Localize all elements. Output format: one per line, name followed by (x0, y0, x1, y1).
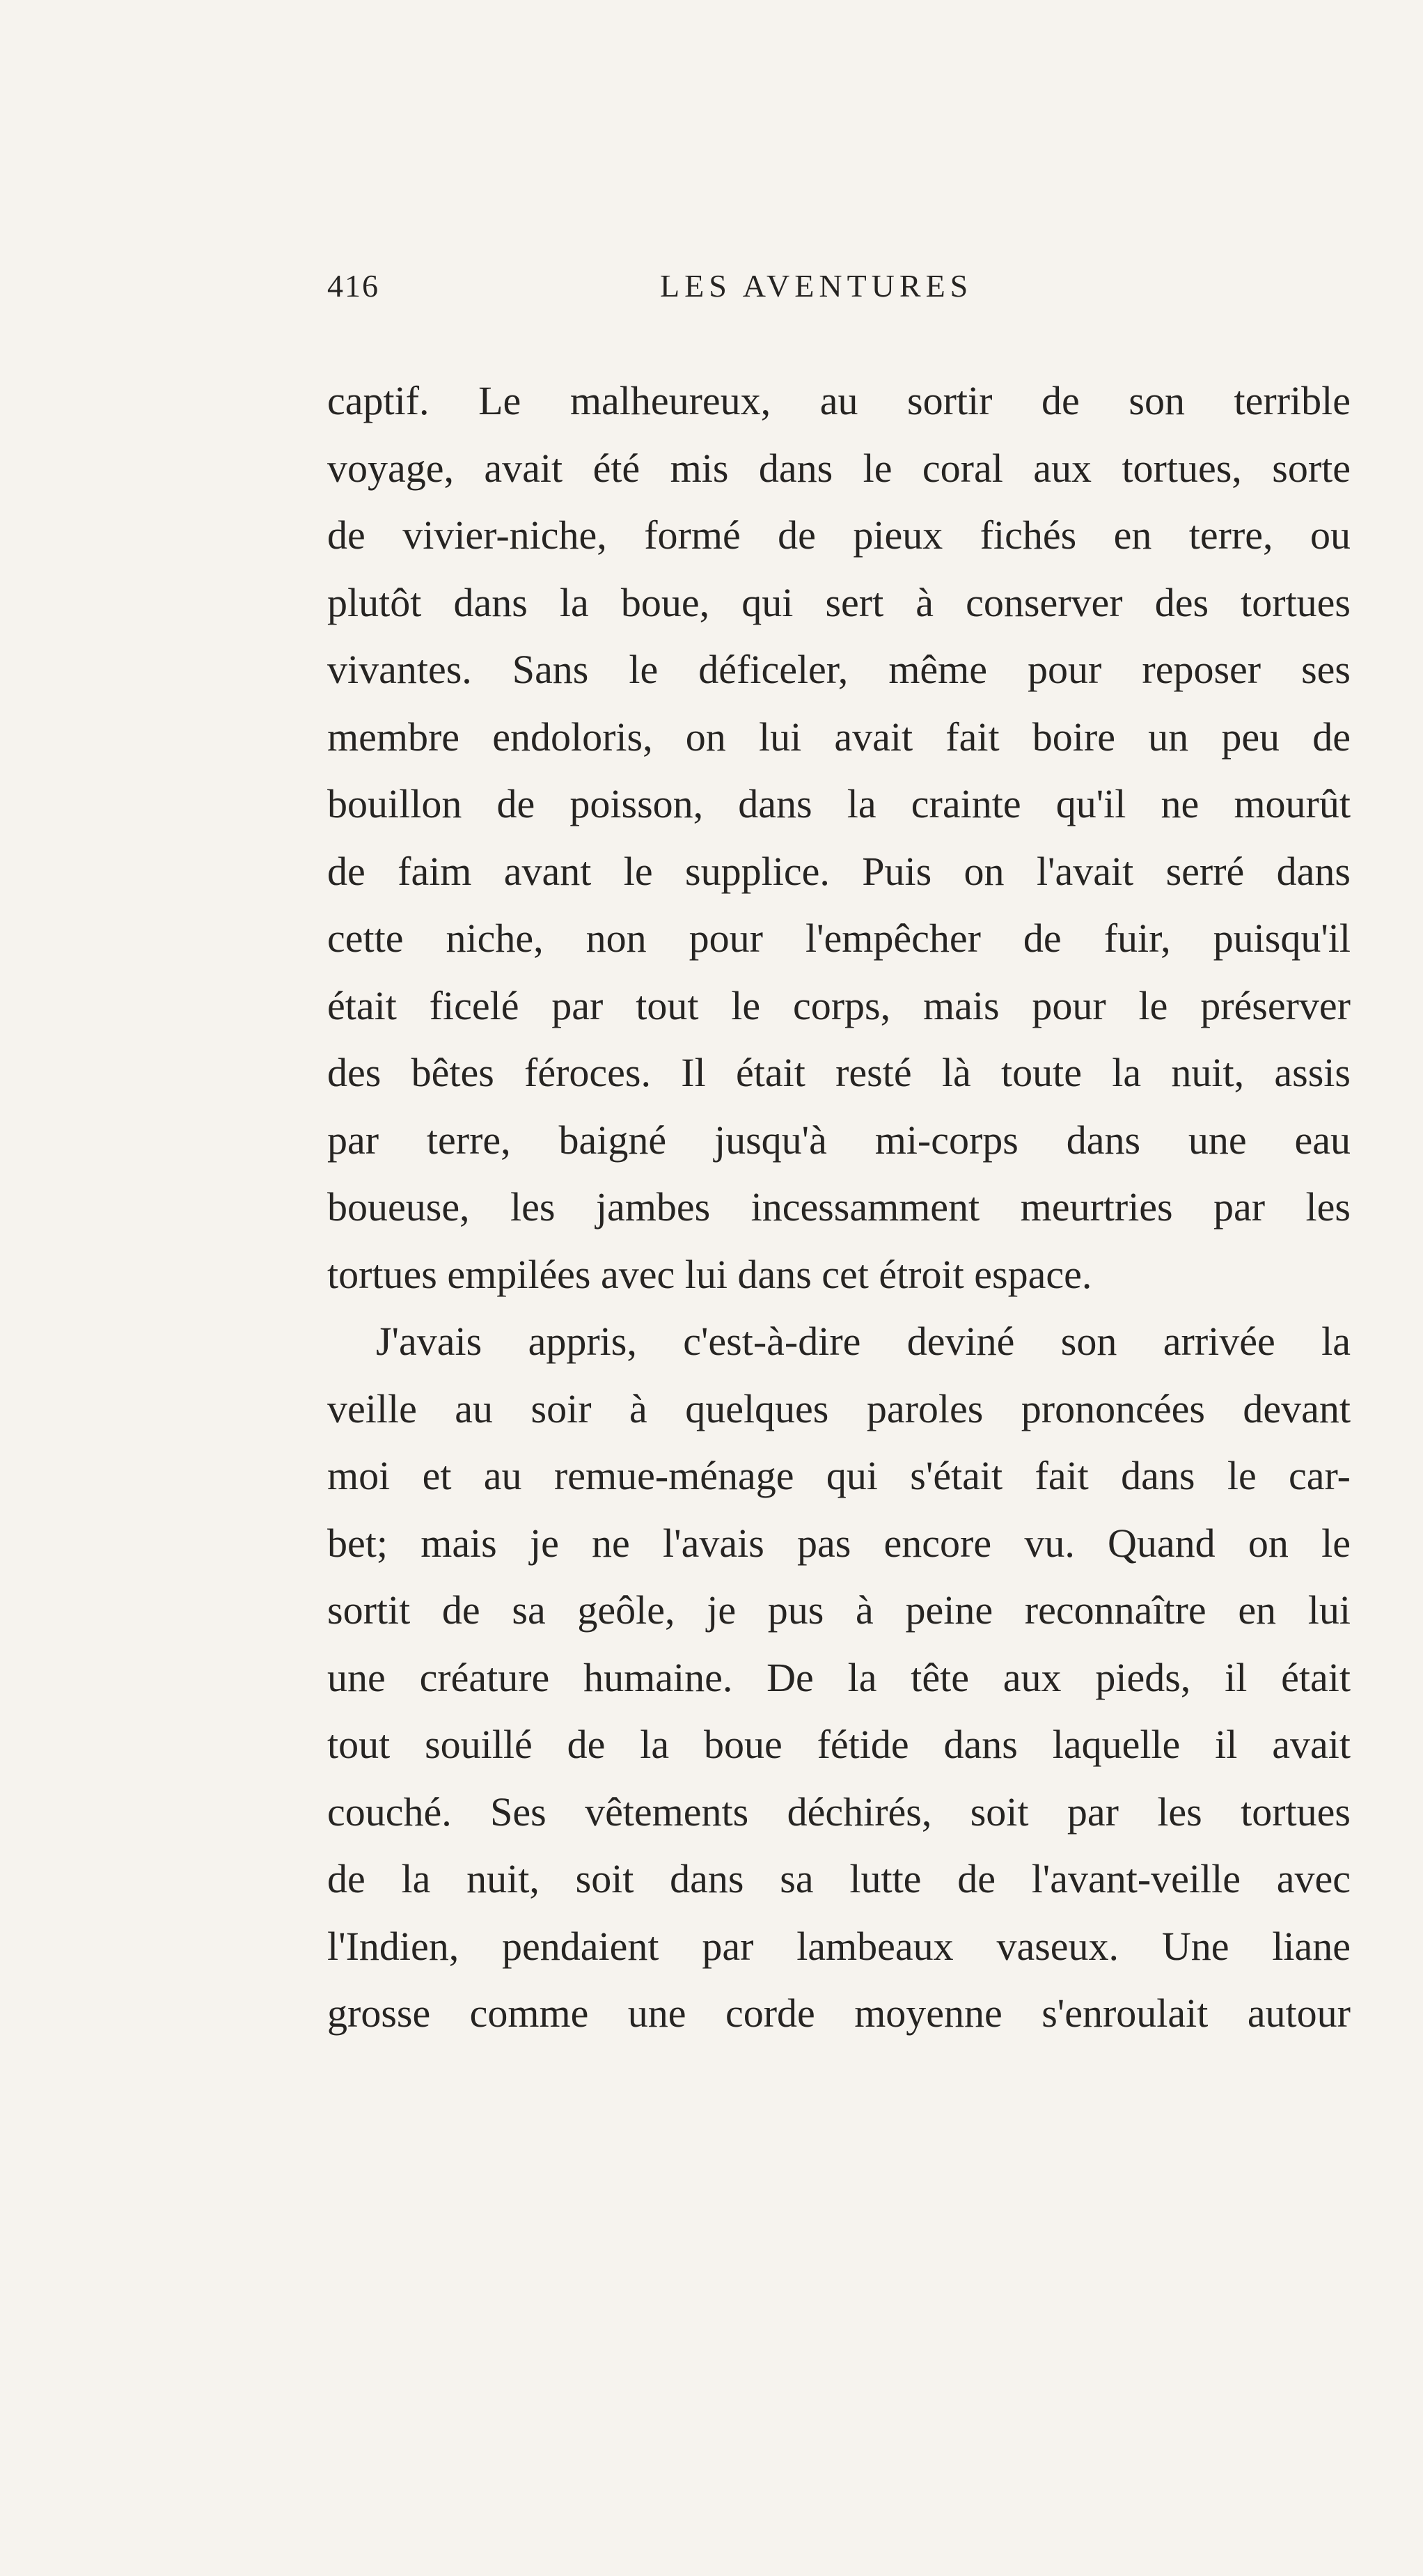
text-line: veille au soir à quelques paroles prononcées devant (327, 1385, 1351, 1431)
text-line: moi et au remue-ménage qui s'était fait dans le car- (327, 1453, 1351, 1498)
text-line: par terre, baigné jusqu'à mi-corps dans une eau (327, 1117, 1351, 1163)
paragraph-first-line: J'avais appris, c'est-à-dire deviné son arrivée la (376, 1319, 1351, 1364)
text-line: vivantes. Sans le déficeler, même pour reposer ses (327, 647, 1351, 692)
text-line: voyage, avait été mis dans le coral aux tortues, sorte (327, 445, 1351, 491)
text-line: de vivier-niche, formé de pieux fichés en terre, ou (327, 512, 1351, 558)
text-line: bet; mais je ne l'avais pas encore vu. Quand on le (327, 1520, 1351, 1566)
running-head (327, 262, 1351, 311)
text-line: couché. Ses vêtements déchirés, soit par les tortues (327, 1789, 1351, 1835)
text-line: sortit de sa geôle, je pus à peine reconnaître en lui (327, 1587, 1351, 1633)
text-line: des bêtes féroces. Il était resté là toute la nuit, assis (327, 1050, 1351, 1095)
chapter-title: LES AVENTURES (660, 268, 973, 304)
text-line: plutôt dans la boue, qui sert à conserver des tortues (327, 579, 1351, 625)
text-line: une créature humaine. De la tête aux pieds, il était (327, 1654, 1351, 1700)
text-line: captif. Le malheureux, au sortir de son terrible (327, 378, 1351, 423)
text-line: de la nuit, soit dans sa lutte de l'avant-veille avec (327, 1856, 1351, 1901)
paragraph-last-line: tortues empilées avec lui dans cet étroit espace. (327, 1251, 1092, 1297)
text-line: bouillon de poisson, dans la crainte qu'il ne mourût (327, 781, 1351, 826)
text-line: était ficelé par tout le corps, mais pour le préserver (327, 982, 1351, 1028)
text-line: tout souillé de la boue fétide dans laquelle il avait (327, 1722, 1351, 1767)
text-line: de faim avant le supplice. Puis on l'avait serré dans (327, 848, 1351, 894)
text-line: boueuse, les jambes incessamment meurtries par les (327, 1184, 1351, 1230)
body-text (327, 368, 1351, 2048)
text-line: membre endoloris, on lui avait fait boire un peu de (327, 714, 1351, 760)
text-line: l'Indien, pendaient par lambeaux vaseux. Une liane (327, 1923, 1351, 1969)
text-line: cette niche, non pour l'empêcher de fuir, puisqu'il (327, 916, 1351, 961)
page-number: 416 (327, 268, 379, 304)
text-line: grosse comme une corde moyenne s'enroulait autour (327, 1990, 1351, 2036)
